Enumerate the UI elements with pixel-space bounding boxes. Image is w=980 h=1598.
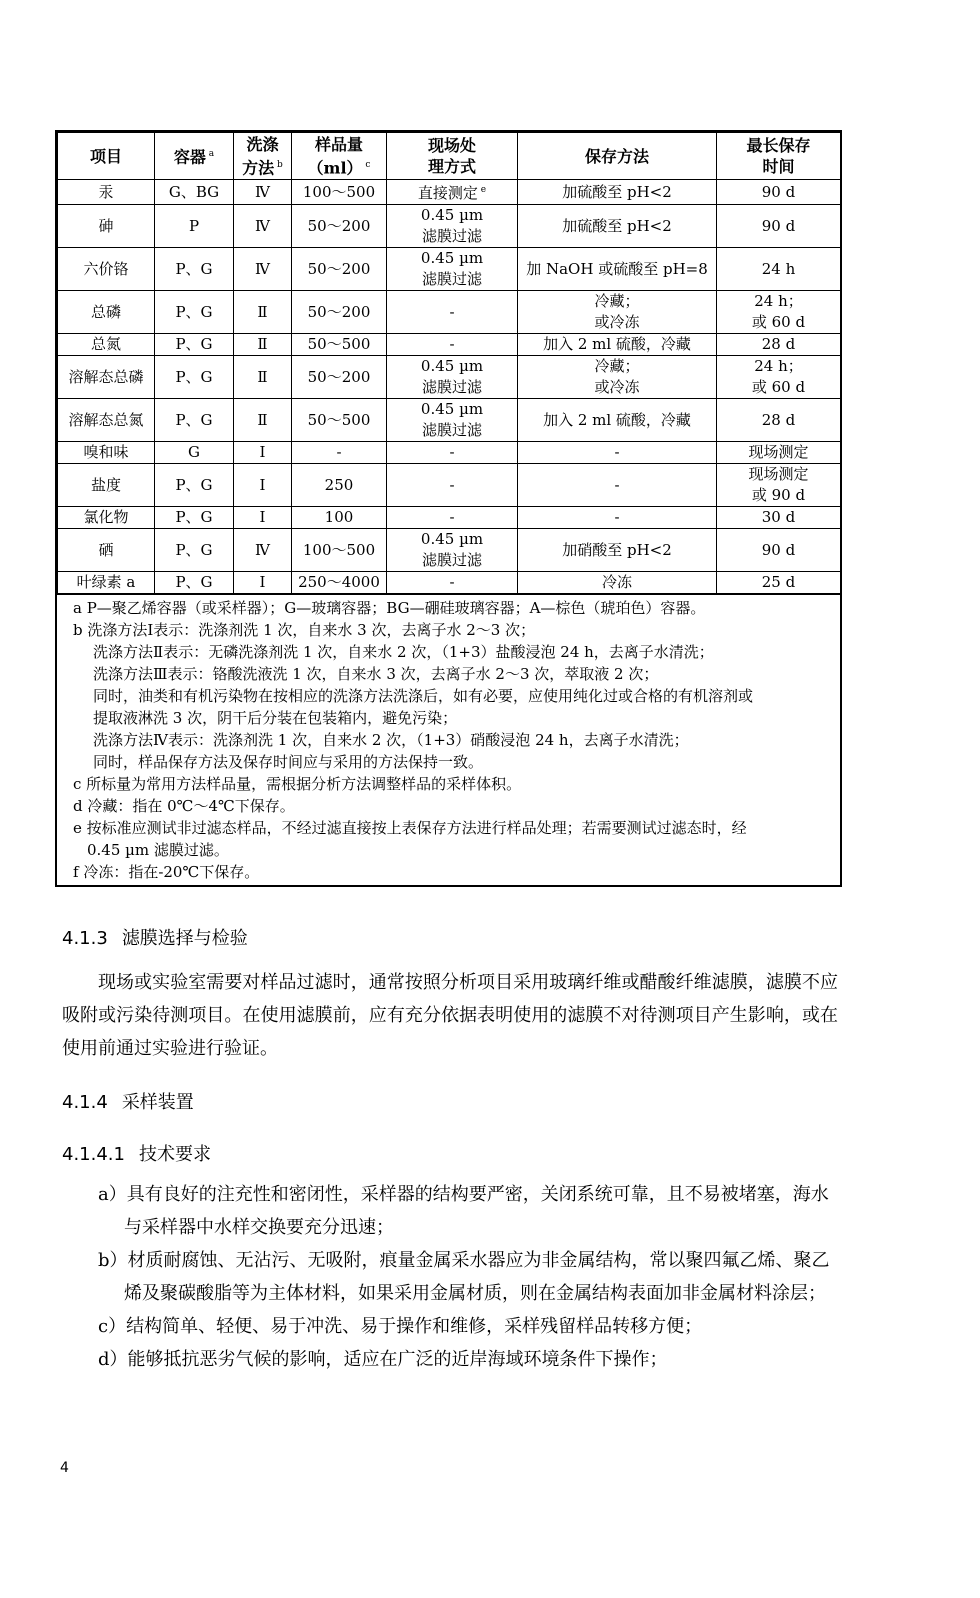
paragraph-filter-membrane [62,966,838,1065]
list-item: b）材质耐腐蚀、无沾污、无吸附，痕量金属采水器应为非金属结构，常以聚四氟乙烯、聚乙烯及聚碳酸脂等为主体材料，如果采用金属材质，则在金属结构表面加非金属材料涂层； [98,1250,830,1304]
section-title: 技术要求 [138,1144,211,1165]
table-row [58,572,841,594]
cell-onsite: 0.45 µm 滤膜过滤 [387,529,518,572]
cell-container: G [155,442,234,464]
cell-onsite: - [387,572,518,594]
column-header: 保存方法 [518,133,717,180]
cell-container: P、G [155,334,234,356]
cell-time: 28 d [717,399,841,442]
cell-volume: 100～500 [292,180,387,205]
cell-wash: Ⅱ [234,334,292,356]
cell-time: 90 d [717,205,841,248]
list-item: d）能够抵抗恶劣气候的影响，适应在广泛的近岸海域环境条件下操作； [98,1349,668,1370]
footnote-line: 洗涤方法Ⅲ表示：铬酸洗液洗 1 次，自来水 3 次，去离子水 2～3 次，萃取液 2 次； [93,665,659,683]
table-row [58,180,841,205]
cell-item: 溶解态总氮 [58,399,155,442]
list-item: a）具有良好的注充性和密闭性，采样器的结构要严密，关闭系统可靠，且不易被堵塞，海水与采样器中水样交换要充分迅速； [98,1184,829,1238]
cell-volume: 250 [292,464,387,507]
cell-onsite: - [387,291,518,334]
cell-time: 现场测定 或 90 d [717,464,841,507]
cell-volume: 50～500 [292,334,387,356]
table-row [58,442,841,464]
section-number: 4.1.4 [62,1092,108,1113]
table-row [58,334,841,356]
paragraph-text: 现场或实验室需要对样品过滤时，通常按照分析项目采用玻璃纤维或醋酸纤维滤膜，滤膜不应吸附或污染待测项目。在使用滤膜前，应有充分依据表明使用的滤膜不对待测项目产生影响，或在使用前通过实验进行验证。 [62,972,838,1059]
cell-wash: Ⅳ [234,248,292,291]
cell-item: 溶解态总磷 [58,356,155,399]
cell-container: G、BG [155,180,234,205]
cell-item: 叶绿素 a [58,572,155,594]
footnote-line: 洗涤方法Ⅳ表示：洗涤剂洗 1 次，自来水 2 次，（1+3）硝酸浸泡 24 h，去离子水清洗； [93,731,689,749]
cell-item: 总磷 [58,291,155,334]
cell-wash: Ⅳ [234,180,292,205]
cell-onsite: 0.45 µm 滤膜过滤 [387,248,518,291]
footnote-line: 同时，油类和有机污染物在按相应的洗涤方法洗涤后，如有必要，应使用纯化过或合格的有机溶剂或 [93,687,754,705]
cell-item: 汞 [58,180,155,205]
table-row [58,464,841,507]
sample-preservation-table [55,130,842,887]
cell-container: P、G [155,248,234,291]
table-row [58,529,841,572]
cell-wash: Ⅱ [234,291,292,334]
cell-container: P、G [155,464,234,507]
cell-wash: Ⅱ [234,399,292,442]
cell-method: 加入 2 ml 硫酸，冷藏 [518,399,717,442]
table-header-row [58,133,841,180]
table-footnotes [57,594,840,885]
footnote-line: e 按标准应测试非过滤态样品，不经过滤直接按上表保存方法进行样品处理；若需要测试过滤态时，经 [73,819,747,837]
requirements-list [98,1178,840,1376]
cell-time: 现场测定 [717,442,841,464]
cell-method: - [518,507,717,529]
footnote-line: d 冷藏：指在 0℃～4℃下保存。 [73,797,295,815]
cell-onsite: - [387,334,518,356]
table-row [58,291,841,334]
cell-method: 加硫酸至 pH<2 [518,205,717,248]
section-title: 滤膜选择与检验 [121,928,248,949]
table-grid [57,132,841,594]
column-header: 项目 [58,133,155,180]
section-heading-4-1-4-1 [62,1140,211,1166]
cell-onsite: 0.45 µm 滤膜过滤 [387,399,518,442]
cell-time: 24 h [717,248,841,291]
cell-onsite: - [387,507,518,529]
column-header: 最长保存 时间 [717,133,841,180]
cell-wash: Ⅰ [234,507,292,529]
page-number: 4 [60,1460,69,1476]
cell-onsite: 直接测定 $^e$ [387,180,518,205]
footnote-line: 同时，样品保存方法及保存时间应与采用的方法保持一致。 [93,753,484,771]
footnote-line: 洗涤方法Ⅱ表示：无磷洗涤剂洗 1 次，自来水 2 次，（1+3）盐酸浸泡 24 h，去离子水清洗； [93,643,714,661]
cell-volume: 250～4000 [292,572,387,594]
footnote-marker: b [274,159,283,170]
cell-volume: 50～200 [292,248,387,291]
column-header: 现场处 理方式 [387,133,518,180]
cell-container: P [155,205,234,248]
cell-wash: Ⅰ [234,442,292,464]
cell-method: 加硝酸至 pH<2 [518,529,717,572]
cell-item: 盐度 [58,464,155,507]
section-number: 4.1.4.1 [62,1144,125,1165]
cell-wash: Ⅳ [234,205,292,248]
cell-container: P、G [155,529,234,572]
cell-method: 冷藏； 或冷冻 [518,291,717,334]
cell-method: - [518,442,717,464]
cell-time: 24 h； 或 60 d [717,291,841,334]
column-header: 容器 $^a$ [155,133,234,180]
cell-time: 90 d [717,180,841,205]
cell-time: 25 d [717,572,841,594]
cell-item: 六价铬 [58,248,155,291]
cell-onsite: 0.45 µm 滤膜过滤 [387,356,518,399]
footnote-line: b 洗涤方法Ⅰ表示：洗涤剂洗 1 次，自来水 3 次，去离子水 2～3 次； [73,621,536,639]
cell-volume: 50～200 [292,291,387,334]
cell-volume: 50～200 [292,205,387,248]
cell-volume: 50～200 [292,356,387,399]
cell-method: 加硫酸至 pH<2 [518,180,717,205]
section-number: 4.1.3 [62,928,108,949]
cell-item: 氯化物 [58,507,155,529]
section-heading-4-1-4 [62,1088,194,1114]
cell-volume: - [292,442,387,464]
table-row [58,356,841,399]
cell-method: 冷藏； 或冷冻 [518,356,717,399]
cell-container: P、G [155,291,234,334]
section-title: 采样装置 [121,1092,194,1113]
cell-time: 24 h； 或 60 d [717,356,841,399]
cell-wash: Ⅰ [234,572,292,594]
cell-method: 加入 2 ml 硫酸，冷藏 [518,334,717,356]
table-row [58,205,841,248]
table-row [58,248,841,291]
cell-item: 总氮 [58,334,155,356]
cell-volume: 50～500 [292,399,387,442]
cell-onsite: - [387,464,518,507]
cell-volume: 100～500 [292,529,387,572]
cell-wash: Ⅳ [234,529,292,572]
table-row [58,399,841,442]
cell-container: P、G [155,507,234,529]
cell-wash: Ⅱ [234,356,292,399]
cell-container: P、G [155,356,234,399]
footnote-line: c 所标量为常用方法样品量，需根据分析方法调整样品的采样体积。 [73,775,522,793]
cell-wash: Ⅰ [234,464,292,507]
footnote-line: a P—聚乙烯容器（或采样器）；G—玻璃容器；BG—硼硅玻璃容器；A—棕色（琥珀色）容器。 [73,599,706,617]
cell-time: 90 d [717,529,841,572]
footnote-marker: e [477,185,487,195]
footnote-line: 0.45 µm 滤膜过滤。 [87,841,229,859]
cell-item: 嗅和味 [58,442,155,464]
cell-time: 30 d [717,507,841,529]
column-header: 样品量 （ml） $^c$ [292,133,387,180]
cell-container: P、G [155,399,234,442]
cell-item: 硒 [58,529,155,572]
column-header: 洗涤 方法 $^b$ [234,133,292,180]
cell-item: 砷 [58,205,155,248]
cell-method: - [518,464,717,507]
cell-method: 冷冻 [518,572,717,594]
table-row [58,507,841,529]
cell-container: P、G [155,572,234,594]
list-item: c）结构简单、轻便、易于冲洗、易于操作和维修，采样残留样品转移方便； [98,1316,703,1337]
cell-volume: 100 [292,507,387,529]
cell-onsite: 0.45 µm 滤膜过滤 [387,205,518,248]
cell-onsite: - [387,442,518,464]
cell-method: 加 NaOH 或硫酸至 pH=8 [518,248,717,291]
footnote-line: f 冷冻：指在-20℃下保存。 [73,863,260,881]
footnote-line: 提取液淋洗 3 次，阴干后分装在包装箱内，避免污染； [93,709,458,727]
footnote-marker: a [205,149,215,160]
cell-time: 28 d [717,334,841,356]
section-heading-4-1-3 [62,924,248,950]
footnote-marker: c [362,159,371,170]
